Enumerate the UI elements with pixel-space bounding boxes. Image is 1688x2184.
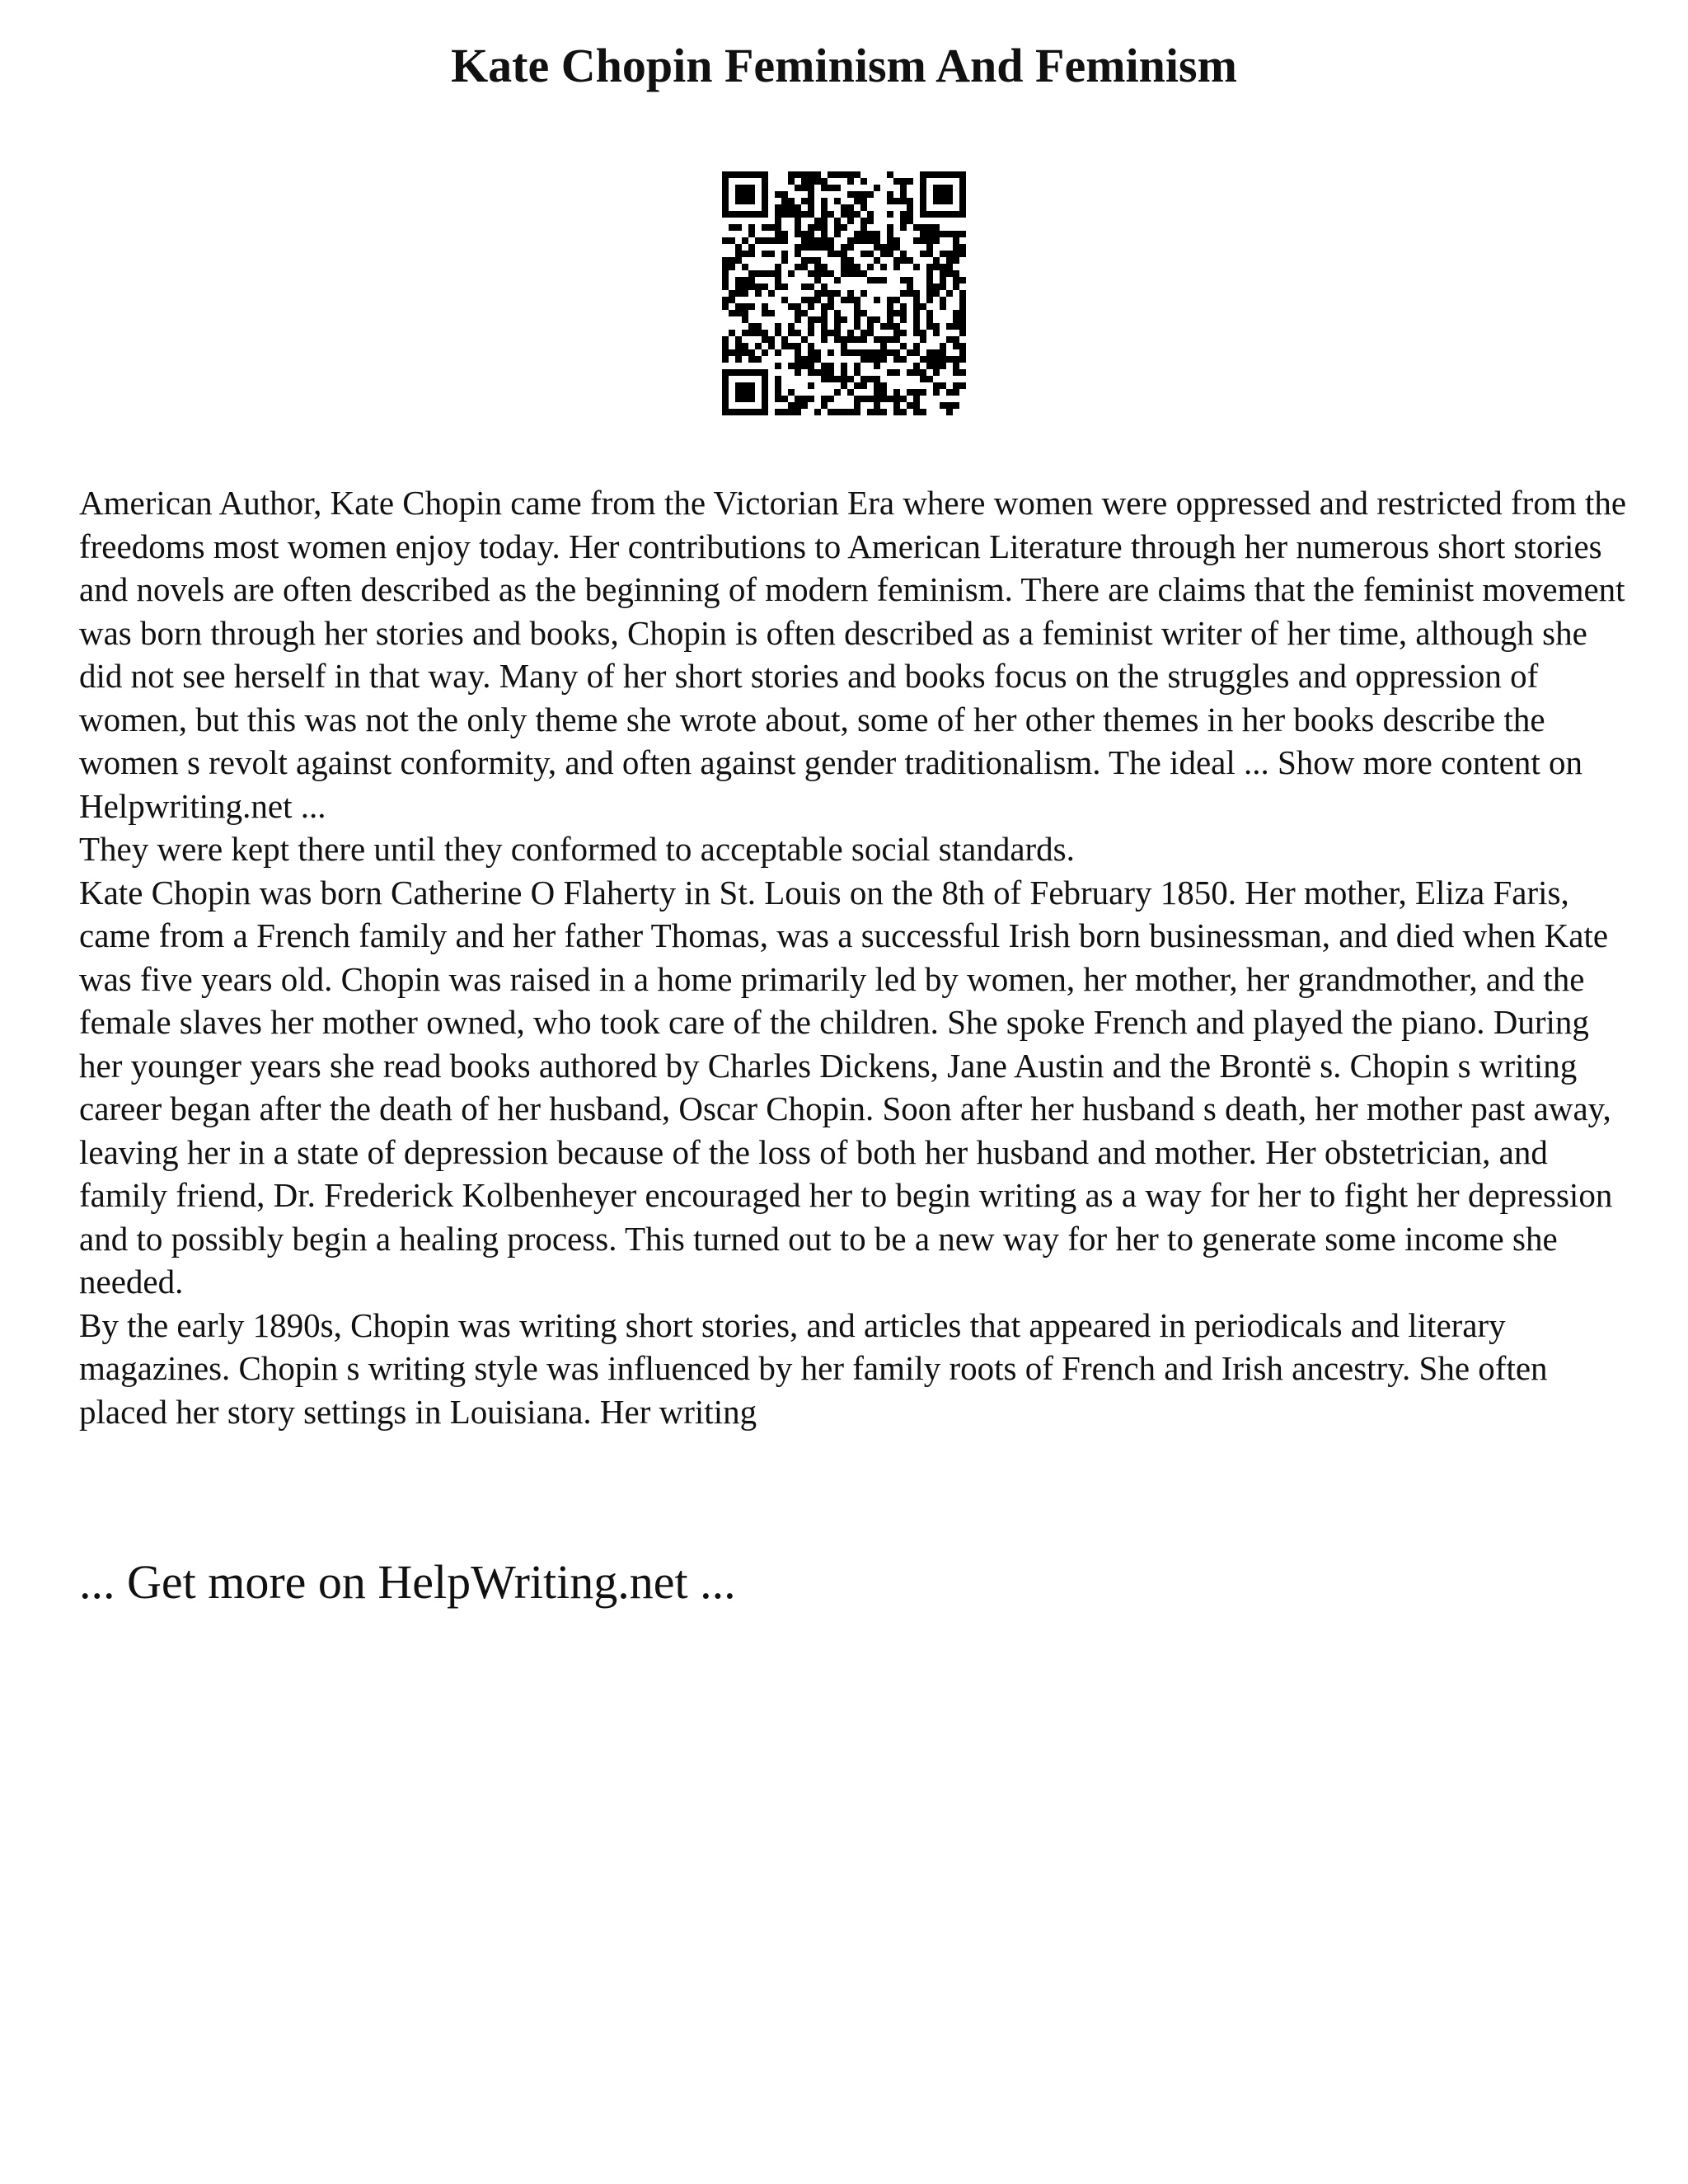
paragraph-4: By the early 1890s, Chopin was writing short stories, and articles that appeared in periodicals and literary magazines. Chopin s writing style was influenced by her family roots of French and Irish ancestry. She often placed her story settings in Louisiana. Her writing [79,1305,1548,1431]
document-body [79,481,1629,1433]
document-title: Kate Chopin Feminism And Feminism [451,39,1237,92]
paragraph-1: American Author, Kate Chopin came from the Victorian Era where women were oppressed and restricted from the freedoms most women enjoy today. Her contributions to American Literature through her numerous short stories and novels are often described as the beginning of modern feminism. There are claims that the feminist movement was born through her stories and books, Chopin is often described as a feminist writer of her time, although she did not see herself in that way. Many of her short stories and books focus on the struggles and oppression of women, but this was not the only theme she wrote about, some of her other themes in her books describe the women s revolt against conformity, and often against gender traditionalism. The ideal ... Show more content on Helpwriting.net ... [79,484,1627,825]
qr-code-icon [722,171,966,415]
paragraph-2: They were kept there until they conformed to acceptable social standards. [79,830,1075,868]
paragraph-3: Kate Chopin was born Catherine O Flaherty in St. Louis on the 8th of February 1850. Her mother, Eliza Faris, came from a French family and her father Thomas, was a successful Irish born businessman, and died when Kate was five years old. Chopin was raised in a home primarily led by women, her mother, her grandmother, and the female slaves her mother owned, who took care of the children. She spoke French and played the piano. During her younger years she read books authored by Charles Dickens, Jane Austin and the Brontë s. Chopin s writing career began after the death of her husband, Oscar Chopin. Soon after her husband s death, her mother past away, leaving her in a state of depression because of the loss of both her husband and mother. Her obstetrician, and family friend, Dr. Frederick Kolbenheyer encouraged her to begin writing as a way for her to fight her depression and to possibly begin a healing process. This turned out to be a new way for her to generate some income she needed. [79,873,1613,1301]
get-more-link[interactable]: ... Get more on HelpWriting.net ... [79,1555,736,1609]
